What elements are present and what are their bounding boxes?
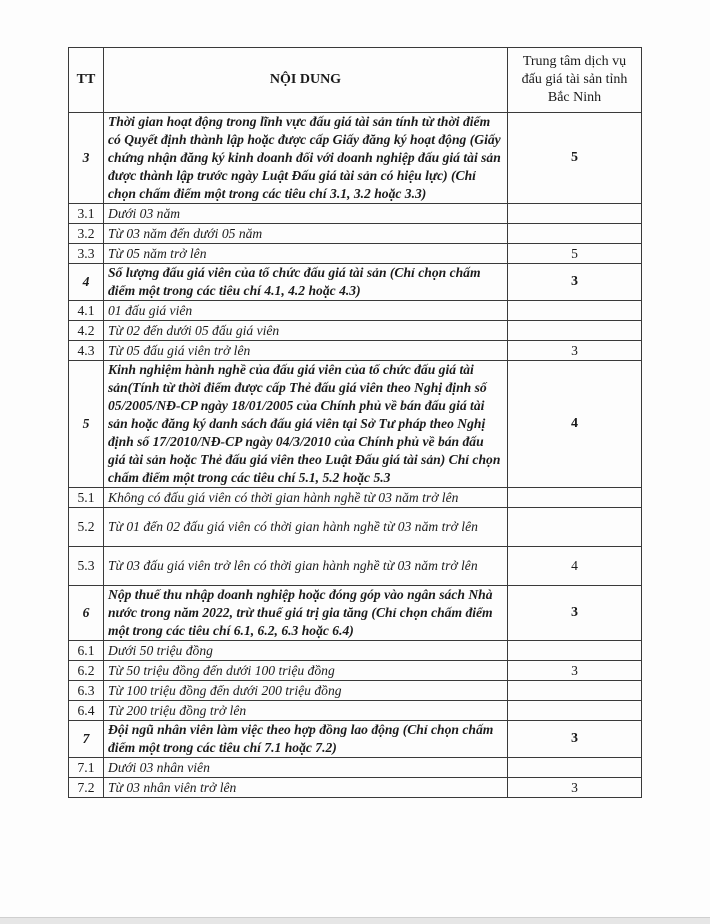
row-number: 4.3: [69, 341, 104, 361]
row-score: [508, 681, 642, 701]
header-row: [69, 48, 642, 113]
sub-criterion-row: [69, 758, 642, 778]
sub-criterion-row: [69, 204, 642, 224]
row-number: 3: [69, 113, 104, 204]
row-number: 5.3: [69, 547, 104, 586]
table-body: [69, 113, 642, 798]
row-content: Từ 02 đến dưới 05 đấu giá viên: [104, 321, 508, 341]
row-content: Dưới 50 triệu đồng: [104, 641, 508, 661]
row-content: Từ 01 đến 02 đấu giá viên có thời gian hành nghề từ 03 năm trở lên: [104, 508, 508, 547]
row-content: Từ 03 đấu giá viên trở lên có thời gian hành nghề từ 03 năm trở lên: [104, 547, 508, 586]
row-number: 6: [69, 586, 104, 641]
row-number: 7.1: [69, 758, 104, 778]
row-content: 01 đấu giá viên: [104, 301, 508, 321]
row-number: 6.1: [69, 641, 104, 661]
row-number: 6.3: [69, 681, 104, 701]
row-score: [508, 701, 642, 721]
row-score: 3: [508, 586, 642, 641]
row-number: 6.2: [69, 661, 104, 681]
row-score: 3: [508, 341, 642, 361]
sub-criterion-row: [69, 488, 642, 508]
row-number: 3.1: [69, 204, 104, 224]
sub-criterion-row: [69, 661, 642, 681]
header-score: Trung tâm dịch vụ đấu giá tài sản tỉnh Bắc Ninh: [508, 48, 642, 113]
row-content: Từ 200 triệu đồng trở lên: [104, 701, 508, 721]
row-score: [508, 508, 642, 547]
row-number: 7: [69, 721, 104, 758]
row-score: 4: [508, 547, 642, 586]
row-content: Không có đấu giá viên có thời gian hành nghề từ 03 năm trở lên: [104, 488, 508, 508]
criterion-row: [69, 361, 642, 488]
row-score: [508, 488, 642, 508]
sub-criterion-row: [69, 224, 642, 244]
criterion-row: [69, 586, 642, 641]
criterion-row: [69, 721, 642, 758]
row-score: [508, 204, 642, 224]
row-score: 3: [508, 721, 642, 758]
row-content: Từ 50 triệu đồng đến dưới 100 triệu đồng: [104, 661, 508, 681]
row-score: 5: [508, 244, 642, 264]
sub-criterion-row: [69, 681, 642, 701]
criterion-row: [69, 113, 642, 204]
row-score: [508, 224, 642, 244]
sub-criterion-row: [69, 244, 642, 264]
row-number: 7.2: [69, 778, 104, 798]
row-content: Từ 03 năm đến dưới 05 năm: [104, 224, 508, 244]
row-content: Từ 100 triệu đồng đến dưới 200 triệu đồng: [104, 681, 508, 701]
sub-criterion-row: [69, 701, 642, 721]
row-content: Từ 05 đấu giá viên trở lên: [104, 341, 508, 361]
row-score: [508, 321, 642, 341]
sub-criterion-row: [69, 508, 642, 547]
sub-criterion-row: [69, 321, 642, 341]
row-content: Từ 03 nhân viên trở lên: [104, 778, 508, 798]
row-score: [508, 301, 642, 321]
header-content: NỘI DUNG: [104, 48, 508, 113]
row-number: 6.4: [69, 701, 104, 721]
sub-criterion-row: [69, 341, 642, 361]
row-score: 3: [508, 778, 642, 798]
row-number: 5: [69, 361, 104, 488]
criteria-table: [68, 47, 642, 798]
row-content: Thời gian hoạt động trong lĩnh vực đấu giá tài sản tính từ thời điểm có Quyết định thành lập hoặc được cấp Giấy đăng ký hoạt động (Giấy chứng nhận đăng ký kinh doanh đối với doanh nghiệp đấu giá tài sản được thành lập trước ngày Luật Đấu giá tài sản có hiệu lực) (Chỉ chọn chấm điểm một trong các tiêu chí 3.1, 3.2 hoặc 3.3): [104, 113, 508, 204]
row-score: 4: [508, 361, 642, 488]
row-number: 3.3: [69, 244, 104, 264]
row-score: 5: [508, 113, 642, 204]
row-content: Dưới 03 nhân viên: [104, 758, 508, 778]
row-number: 4.2: [69, 321, 104, 341]
sub-criterion-row: [69, 641, 642, 661]
row-content: Kinh nghiệm hành nghề của đấu giá viên của tổ chức đấu giá tài sản(Tính từ thời điểm được cấp Thẻ đấu giá viên theo Nghị định số 05/2005/NĐ-CP ngày 18/01/2005 của Chính phủ về bán đấu giá tài sản hoặc đăng ký danh sách đấu giá viên tại Sở Tư pháp theo Nghị định số 17/2010/NĐ-CP ngày 04/3/2010 của Chính phủ về bán đấu giá tài sản hoặc Thẻ đấu giá viên theo Luật Đấu giá tài sản) Chỉ chọn chấm điểm một trong các tiêu chí 5.1, 5.2 hoặc 5.3: [104, 361, 508, 488]
row-score: [508, 758, 642, 778]
row-content: Nộp thuế thu nhập doanh nghiệp hoặc đóng góp vào ngân sách Nhà nước trong năm 2022, trừ thuế giá trị gia tăng (Chỉ chọn chấm điểm một trong các tiêu chí 6.1, 6.2, 6.3 hoặc 6.4): [104, 586, 508, 641]
row-number: 4.1: [69, 301, 104, 321]
row-number: 3.2: [69, 224, 104, 244]
row-content: Số lượng đấu giá viên của tổ chức đấu giá tài sản (Chỉ chọn chấm điểm một trong các tiêu chí 4.1, 4.2 hoặc 4.3): [104, 264, 508, 301]
row-number: 4: [69, 264, 104, 301]
row-number: 5.2: [69, 508, 104, 547]
criterion-row: [69, 264, 642, 301]
row-content: Dưới 03 năm: [104, 204, 508, 224]
row-number: 5.1: [69, 488, 104, 508]
row-content: Từ 05 năm trở lên: [104, 244, 508, 264]
page-bottom-edge: [0, 917, 710, 924]
row-content: Đội ngũ nhân viên làm việc theo hợp đồng lao động (Chỉ chọn chấm điểm một trong các tiêu chí 7.1 hoặc 7.2): [104, 721, 508, 758]
header-tt: TT: [69, 48, 104, 113]
sub-criterion-row: [69, 547, 642, 586]
row-score: 3: [508, 264, 642, 301]
sub-criterion-row: [69, 778, 642, 798]
row-score: 3: [508, 661, 642, 681]
sub-criterion-row: [69, 301, 642, 321]
row-score: [508, 641, 642, 661]
